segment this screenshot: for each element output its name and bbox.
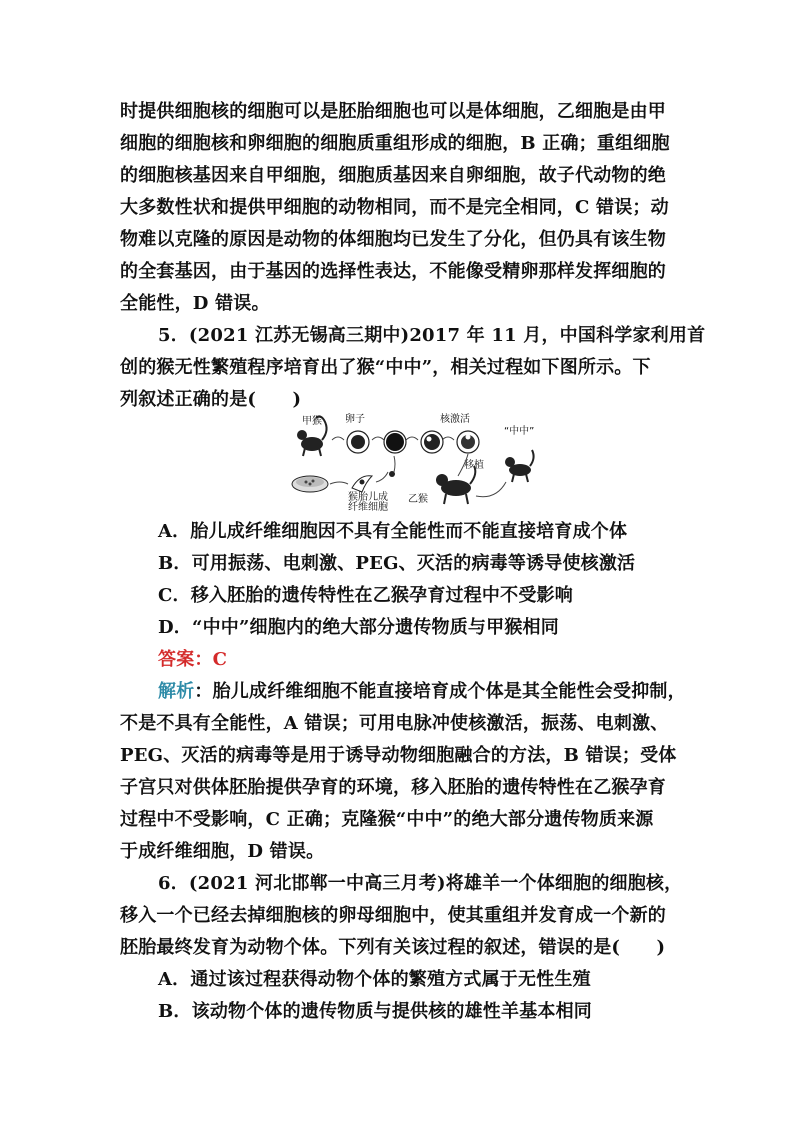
fibroblast-cell-icon: [352, 476, 372, 492]
egg-cell-icon: [347, 431, 369, 453]
option-a: A．胎儿成纤维细胞因不具有全能性而不能直接培育成个体: [158, 521, 628, 542]
answer-value: C: [212, 649, 228, 670]
analysis-label: 解析: [158, 681, 195, 702]
text-line: 细胞的细胞核和卵细胞的细胞质重组形成的细胞，B 正确；重组细胞: [120, 133, 670, 154]
option-d: D．“中中”细胞内的绝大部分遗传物质与甲猴相同: [158, 617, 559, 638]
monkey-icon: [505, 450, 534, 482]
text-line: 大多数性状和提供甲细胞的动物相同，而不是完全相同，C 错误；动: [120, 197, 669, 218]
option-c: C．移入胚胎的遗传特性在乙猴孕育过程中不受影响: [158, 585, 573, 606]
question-6-stem: 移入一个已经去掉细胞核的卵母细胞中，使其重组并发育成一个新的: [120, 905, 666, 926]
question-5-stem: 列叙述正确的是( ): [120, 389, 302, 410]
analysis-line: 子宫只对供体胚胎提供孕育的环境，移入胚胎的遗传特性在乙猴孕育: [120, 777, 666, 798]
text-line: 的全套基因，由于基因的选择性表达，不能像受精卵那样发挥细胞的: [120, 261, 666, 282]
text-line: 全能性，D 错误。: [120, 293, 270, 314]
label-yihou: 乙猴: [408, 494, 428, 505]
petri-dish-icon: [292, 476, 328, 492]
text-line: 物难以克隆的原因是动物的体细胞均已发生了分化，但仍具有该生物: [120, 229, 666, 250]
embryo-icon: [457, 431, 479, 453]
label-luanzi: 卵子: [345, 414, 365, 425]
analysis-line: PEG、灭活的病毒等是用于诱导动物细胞融合的方法，B 错误；受体: [120, 745, 677, 766]
analysis-text: ：胎儿成纤维细胞不能直接培育成个体是其全能性会受抑制，: [194, 681, 686, 702]
analysis-line: 不是不具有全能性，A 错误；可用电脉冲使核激活，振荡、电刺激、: [120, 713, 669, 734]
analysis-line: 过程中不受影响，C 正确；克隆猴“中中”的绝大部分遗传物质来源: [120, 809, 654, 830]
analysis-line: 于成纤维细胞，D 错误。: [120, 841, 325, 862]
text-line: 时提供细胞核的细胞可以是胚胎细胞也可以是体细胞，乙细胞是由甲: [120, 101, 666, 122]
label-fibroblast: 纤维细胞: [348, 502, 388, 512]
label-yizhi: 移植: [464, 460, 484, 471]
analysis-line: [158, 676, 686, 708]
option-b: B．可用振荡、电刺激、PEG、灭活的病毒等诱导使核激活: [158, 553, 636, 574]
question-5-stem: 5．(2021 江苏无锡高三期中)2017 年 11 月，中国科学家利用首: [158, 325, 706, 346]
egg-cell-icon: [421, 431, 443, 453]
monkey-icon: [436, 466, 475, 504]
answer-line: [158, 644, 678, 676]
question-6-stem: 胚胎最终发育为动物个体。下列有关该过程的叙述，错误的是( ): [120, 937, 666, 958]
question-6-stem: 6．(2021 河北邯郸一中高三月考)将雄羊一个体细胞的细胞核，: [158, 873, 683, 894]
label-hejihuo: 核激活: [440, 414, 470, 425]
question-5-stem: 创的猴无性繁殖程序培育出了猴“中中”，相关过程如下图所示。下: [120, 357, 651, 378]
egg-cell-icon: [384, 431, 406, 453]
option-a: A．通过该过程获得动物个体的繁殖方式属于无性生殖: [158, 969, 591, 990]
label-zhongzhong: “中中”: [504, 426, 535, 437]
answer-label: 答案：: [158, 649, 213, 670]
label-jiahou: 甲猴: [302, 416, 322, 427]
cloning-process-figure: [288, 410, 538, 512]
text-line: 的细胞核基因来自甲细胞，细胞质基因来自卵细胞，故子代动物的绝: [120, 165, 666, 186]
option-b: B．该动物个体的遗传物质与提供核的雄性羊基本相同: [158, 1001, 593, 1022]
label-fibroblast: 猴胎儿成: [348, 492, 388, 503]
